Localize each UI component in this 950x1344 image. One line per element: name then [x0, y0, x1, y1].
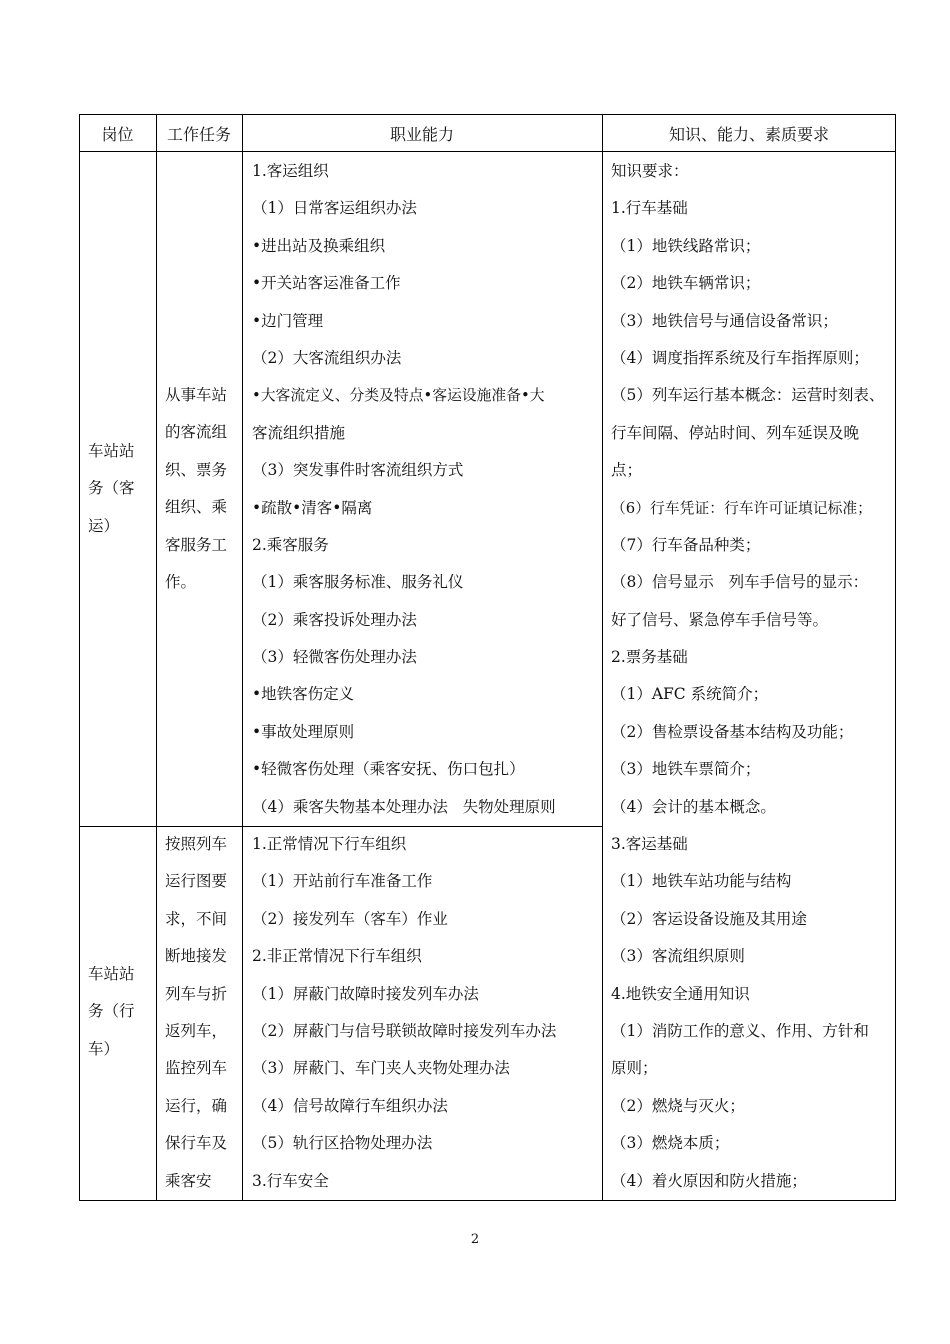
ability-line: （4）乘客失物基本处理办法 失物处理原则 — [252, 797, 556, 816]
row1-post-line: 车站站 — [88, 442, 135, 460]
requirement-line: （1）消防工作的意义、作用、方针和 — [611, 1021, 869, 1040]
ability-line: •进出站及换乘组织 — [252, 236, 386, 255]
requirement-line: 好了信号、紧急停车手信号等。 — [611, 610, 829, 629]
row2-task-line: 按照列车 — [165, 835, 228, 853]
row1-task-line: 的客流组 — [165, 423, 228, 442]
ability-line: （1）乘客服务标准、服务礼仪 — [252, 573, 464, 592]
requirement-line: （6）行车凭证：行车许可证填记标准； — [611, 499, 872, 517]
row2-post-line: 务（行 — [88, 1002, 135, 1021]
requirement-line: （2）地铁车辆常识； — [611, 274, 761, 293]
row1-task-line: 客服务工 — [165, 535, 228, 554]
requirement-line: （4）着火原因和防火措施； — [611, 1171, 807, 1190]
header-ability: 职业能力 — [389, 124, 454, 144]
row2-task-line: 求，不间 — [165, 909, 228, 928]
requirement-line: （4）调度指挥系统及行车指挥原则； — [611, 348, 869, 367]
ability-line: （4）信号故障行车组织办法 — [252, 1096, 448, 1115]
ability-line: （2）乘客投诉处理办法 — [252, 610, 417, 629]
ability-line: （2）接发列车（客车）作业 — [252, 909, 448, 928]
row2-task-line: 保行车及 — [165, 1134, 228, 1153]
ability-line: 3.行车安全 — [252, 1171, 329, 1190]
ability-line: 1.客运组织 — [252, 162, 329, 180]
requirement-line: 知识要求： — [611, 162, 689, 180]
requirement-line: （1）AFC 系统简介； — [611, 685, 769, 704]
requirement-line: （1）地铁车站功能与结构 — [611, 872, 792, 891]
requirement-line: 3.客运基础 — [611, 835, 688, 854]
header-post: 岗位 — [101, 124, 134, 144]
row2-task-line: 断地接发 — [165, 947, 228, 966]
ability-line: •边门管理 — [252, 311, 324, 330]
row2-task-line: 列车与折 — [165, 984, 228, 1003]
ability-line: （5）轨行区拾物处理办法 — [252, 1134, 433, 1153]
row2-task-line: 返列车， — [165, 1021, 228, 1040]
row2-task-line: 乘客安 — [165, 1171, 212, 1190]
row1-post-line: 运） — [88, 516, 120, 535]
ability-line: （3）屏蔽门、车门夹人夹物处理办法 — [252, 1059, 510, 1078]
ability-line: •大客流定义、分类及特点•客运设施准备•大 — [252, 387, 545, 405]
ability-line: 客流组织措施 — [252, 423, 346, 442]
header-task: 工作任务 — [166, 124, 231, 144]
ability-line: 2.非正常情况下行车组织 — [252, 947, 422, 966]
requirement-line: （3）燃烧本质； — [611, 1134, 730, 1153]
row2-ability-cell — [252, 826, 600, 1200]
row2-task-line: 监控列车 — [165, 1059, 228, 1078]
ability-line: •开关站客运准备工作 — [252, 274, 401, 293]
ability-line: 1.正常情况下行车组织 — [252, 835, 407, 853]
row1-ability-cell — [252, 153, 600, 826]
requirement-line: 原则； — [611, 1059, 658, 1078]
requirement-line: （5）列车运行基本概念：运营时刻表、 — [611, 386, 885, 405]
col-line-1 — [156, 114, 157, 1201]
col-line-3 — [602, 114, 603, 1201]
row1-task-line: 从事车站 — [165, 386, 228, 404]
ability-line: 2.乘客服务 — [252, 535, 329, 554]
ability-line: •地铁客伤定义 — [252, 685, 355, 704]
row1-task-line: 组织、乘 — [165, 498, 228, 517]
col-line-2 — [242, 114, 243, 1201]
ability-line: （3）突发事件时客流组织方式 — [252, 461, 464, 480]
requirement-line: （7）行车备品种类； — [611, 535, 761, 554]
ability-line: （2）屏蔽门与信号联锁故障时接发列车办法 — [252, 1021, 557, 1040]
row1-post-cell — [88, 433, 152, 545]
ability-line: （3）轻微客伤处理办法 — [252, 648, 417, 667]
row2-task-line: 运行，确 — [165, 1096, 228, 1115]
requirement-line: 1.行车基础 — [611, 199, 688, 218]
row1-task-line: 织、票务 — [165, 460, 228, 479]
page-number: 2 — [470, 1232, 480, 1247]
ability-line: （1）屏蔽门故障时接发列车办法 — [252, 984, 479, 1003]
row2-post-line: 车） — [88, 1039, 120, 1058]
requirement-line: 4.地铁安全通用知识 — [611, 984, 750, 1003]
requirement-line: 点； — [611, 461, 643, 480]
requirement-line: （2）客运设备设施及其用途 — [611, 909, 807, 928]
requirement-line: （8）信号显示 列车手信号的显示： — [611, 573, 869, 592]
requirement-line: （1）地铁线路常识； — [611, 236, 761, 255]
row2-task-cell — [165, 826, 241, 1200]
requirement-line: （4）会计的基本概念。 — [611, 797, 776, 816]
requirement-line: （2）售检票设备基本结构及功能； — [611, 722, 854, 741]
requirement-line: 2.票务基础 — [611, 648, 688, 667]
ability-line: •轻微客伤处理（乘客安抚、伤口包扎） — [252, 760, 525, 779]
row1-post-line: 务（客 — [88, 479, 135, 498]
requirement-line: （3）客流组织原则 — [611, 947, 745, 966]
requirement-line: （3）地铁信号与通信设备常识； — [611, 311, 838, 330]
row1-task-line: 作。 — [165, 572, 197, 591]
row2-post-line: 车站站 — [88, 965, 135, 983]
row2-post-cell — [88, 956, 152, 1068]
ability-line: •事故处理原则 — [252, 722, 355, 741]
requirement-line: （3）地铁车票简介； — [611, 760, 761, 779]
row1-task-cell — [165, 377, 241, 601]
requirements-cell — [611, 153, 894, 1200]
ability-line: （1）开站前行车准备工作 — [252, 872, 433, 891]
requirement-line: （2）燃烧与灭火； — [611, 1096, 745, 1115]
ability-line: （2）大客流组织办法 — [252, 348, 402, 367]
header-requirements: 知识、能力、素质要求 — [668, 124, 829, 144]
requirement-line: 行车间隔、停站时间、列车延误及晚 — [611, 423, 860, 442]
ability-line: （1）日常客运组织办法 — [252, 199, 417, 218]
ability-line: •疏散•清客•隔离 — [252, 498, 373, 517]
row2-task-line: 运行图要 — [165, 872, 228, 891]
